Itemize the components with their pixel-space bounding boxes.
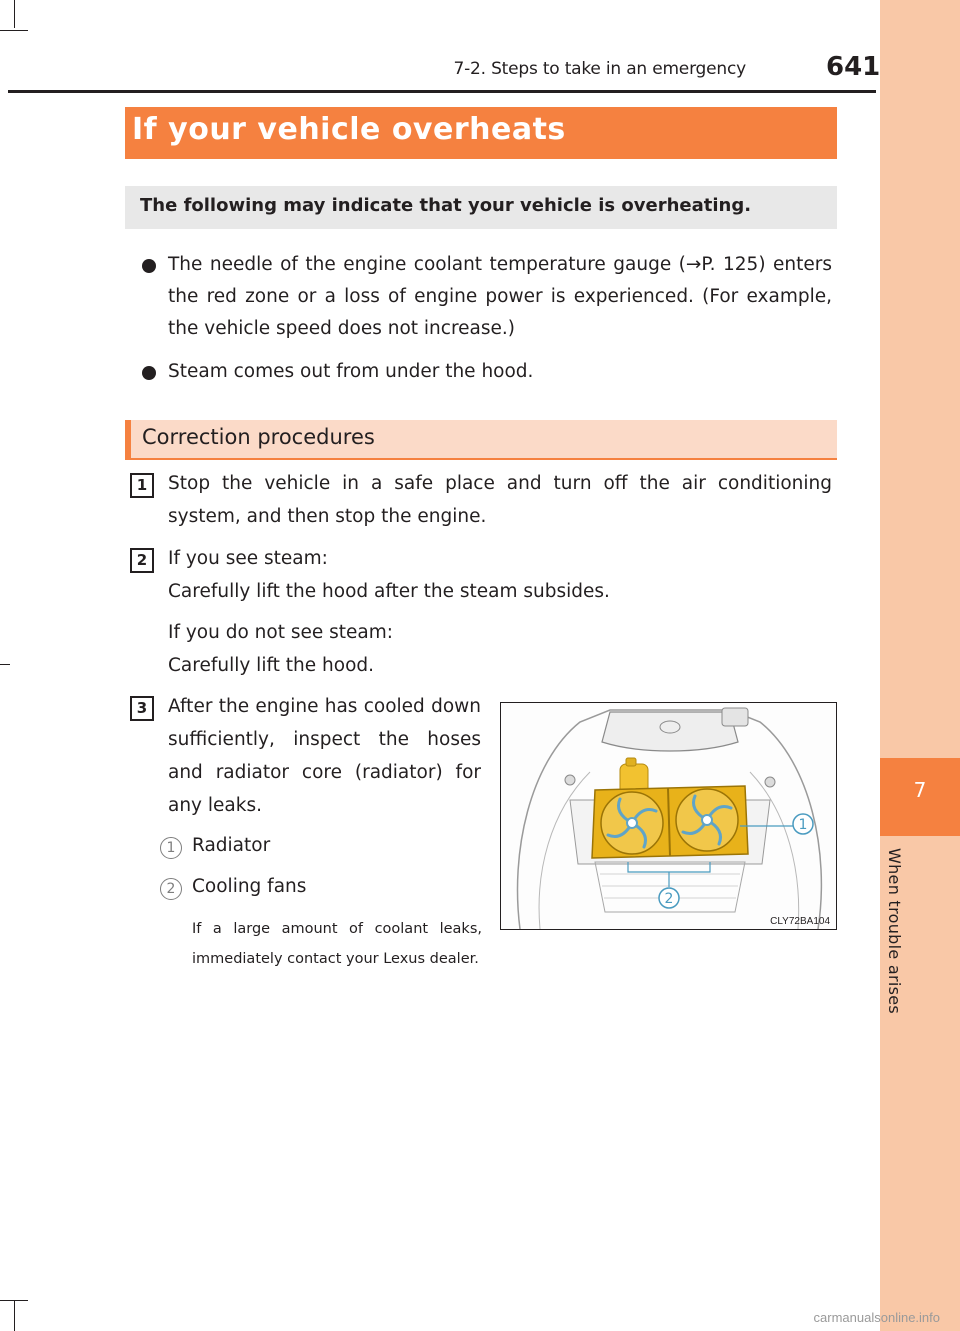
callout-1-label: 1	[798, 817, 808, 833]
engine-bay-illustration	[500, 702, 837, 930]
illustration-code: CLY72BA104	[770, 916, 830, 927]
bullet-text: The needle of the engine coolant temperature gauge (→P. 125) enters the red zone or a loss of engine power is experienced. (For example, the vehicle speed does not increase.)	[168, 254, 832, 339]
crop-mark	[14, 1300, 15, 1331]
side-tab	[880, 0, 960, 1331]
bullet-dot-icon	[142, 366, 156, 380]
section-title: If your vehicle overheats	[132, 112, 566, 147]
step-1-text: Stop the vehicle in a safe place and turn off the air conditioning system, and then stop the engine.	[168, 473, 832, 527]
header-rule	[8, 90, 876, 93]
bullet-text: Steam comes out from under the hood.	[168, 361, 534, 382]
step-2-line: Carefully lift the hood after the steam subsides.	[168, 581, 610, 602]
step-2-line: If you see steam:	[168, 548, 328, 569]
crop-mark	[0, 30, 28, 31]
step-2-line: If you do not see steam:	[168, 622, 393, 643]
watermark: carmanualsonline.info	[813, 1310, 940, 1325]
step-3-text: After the engine has cooled down sufficiently, inspect the hoses and radiator core (radiator) for any leaks.	[168, 696, 481, 816]
callout-2-label: 2	[664, 891, 674, 907]
legend-badge: 2	[160, 878, 182, 900]
crop-mark	[0, 664, 10, 665]
legend-label: Cooling fans	[192, 876, 307, 897]
bullet-dot-icon	[142, 259, 156, 273]
step-number-badge: 2	[130, 548, 154, 573]
step-number-badge: 3	[130, 696, 154, 721]
crop-mark	[0, 1300, 28, 1301]
subsection-heading-text: Correction procedures	[142, 425, 375, 449]
section-title-bar	[125, 107, 837, 159]
side-tab-label: When trouble arises	[885, 848, 904, 1015]
heading-accent-bar	[125, 420, 131, 460]
legend-label: Radiator	[192, 835, 271, 856]
engine-bay-drawing	[500, 702, 837, 930]
subsection-heading	[125, 420, 837, 460]
side-tab-chapter-number: 7	[913, 778, 927, 802]
step-2-line: Carefully lift the hood.	[168, 655, 375, 676]
legend-badge: 1	[160, 837, 182, 859]
page-number: 641	[826, 52, 881, 82]
note-text: If a large amount of coolant leaks, immediately contact your Lexus dealer.	[192, 921, 482, 967]
step-number-badge: 1	[130, 473, 154, 498]
running-header-section: 7-2. Steps to take in an emergency	[453, 59, 746, 79]
crop-mark	[14, 0, 15, 28]
intro-text: The following may indicate that your vehicle is overheating.	[140, 195, 752, 216]
intro-box	[125, 186, 837, 229]
